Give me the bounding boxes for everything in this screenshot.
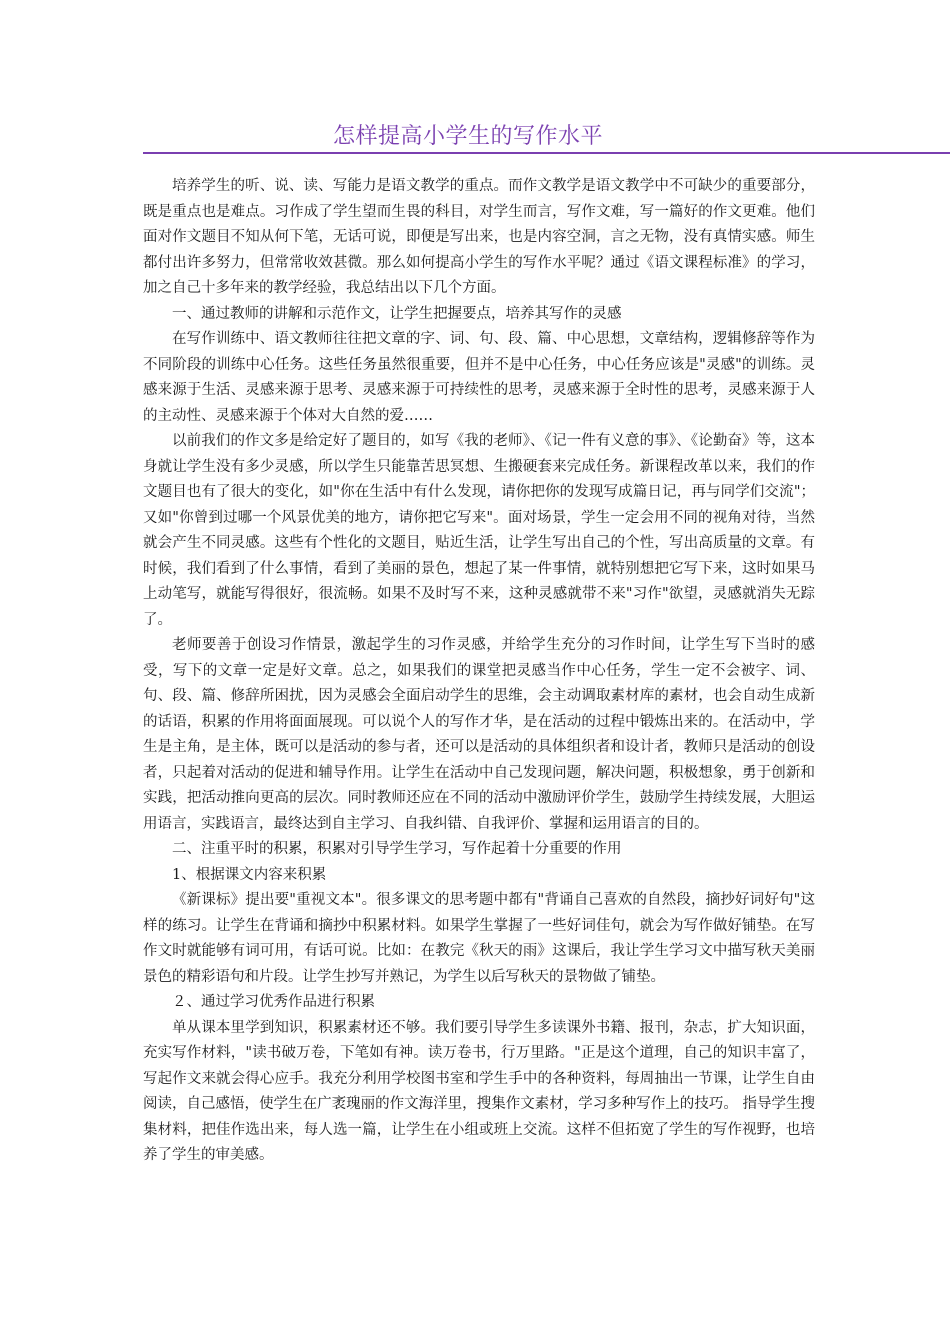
title-rule	[143, 124, 950, 154]
document-body	[143, 174, 815, 1169]
section-heading-1: 一、通过教师的讲解和示范作文，让学生把握要点，培养其写作的灵感	[172, 305, 622, 322]
paragraph: 在写作训练中、语文教师往往把文章的字、词、句、段、篇、中心思想，文章结构，逻辑修辞等作为不同阶段的训练中心任务。这些任务虽然很重要，但并不是中心任务，中心任务应该是"灵感"的训练。灵感来源于生活、灵感来源于思考、灵感来源于可持续性的思考，灵感来源于全时性的思考，灵感来源于人的主动性、灵感来源于个体对大自然的爱……	[143, 331, 815, 424]
subsection-heading-1: 1、根据课文内容来积累	[172, 866, 327, 883]
paragraph-intro: 培养学生的听、说、读、写能力是语文教学的重点。而作文教学是语文教学中不可缺少的重要部分，既是重点也是难点。习作成了学生望而生畏的科目，对学生而言，写作文难，写一篇好的作文更难。他们面对作文题目不知从何下笔，无话可说，即便是写出来，也是内容空洞，言之无物，没有真情实感。师生都付出许多努力，但常常收效甚微。那么如何提高小学生的写作水平呢？通过《语文课程标准》的学习，加之自己十多年来的教学经验，我总结出以下几个方面。	[143, 178, 815, 296]
paragraph: 以前我们的作文多是给定好了题目的，如写《我的老师》、《记一件有义意的事》、《论勤奋》等，这本身就让学生没有多少灵感，所以学生只能靠苦思冥想、生搬硬套来完成任务。新课程改革以来，我们的作文题目也有了很大的变化，如"你在生活中有什么发现，请你把你的发现写成篇日记，再与同学们交流"；又如"你曾到过哪一个风景优美的地方，请你把它写来"。面对场景，学生一定会用不同的视角对待，当然就会产生不同灵感。这些有个性化的文题目，贴近生活，让学生写出自己的个性，写出高质量的文章。有时候，我们看到了什么事情，看到了美丽的景色，想起了某一件事情，就特别想把它写下来，这时如果马上动笔写，就能写得很好，很流畅。如果不及时写不来，这种灵感就带不来"习作"欲望，灵感就消失无踪了。	[143, 433, 815, 628]
section-heading-2: 二、注重平时的积累，积累对引导学生学习，写作起着十分重要的作用	[172, 841, 622, 857]
paragraph: 《新课标》提出要"重视文本"。很多课文的思考题中都有"背诵自己喜欢的自然段，摘抄好词好句"这样的练习。让学生在背诵和摘抄中积累材料。如果学生掌握了一些好词佳句，就会为写作做好铺垫。在写作文时就能够有词可用，有话可说。比如：在教完《秋天的雨》这课后，我让学生学习文中描写秋天美丽景色的精彩语句和片段。让学生抄写并熟记，为学生以后写秋天的景物做了铺垫。	[143, 892, 815, 985]
paragraph: 单从课本里学到知识，积累素材还不够。我们要引导学生多读课外书籍、报刊，杂志，扩大知识面，充实写作材料，"读书破万卷，下笔如有神。读万卷书，行万里路。"正是这个道理，自己的知识丰富了，写起作文来就会得心应手。我充分利用学校图书室和学生手中的各种资料，每周抽出一节课，让学生自由阅读，自己感悟，使学生在广袤瑰丽的作文海洋里，搜集作文素材，学习多种写作上的技巧。 指导学生搜集材料，把佳作选出来，每人选一篇，让学生在小组或班上交流。这样不但拓宽了学生的写作视野，也培养了学生的审美感。	[143, 1019, 815, 1163]
paragraph: 老师要善于创设习作情景，激起学生的习作灵感，并给学生充分的习作时间，让学生写下当时的感受，写下的文章一定是好文章。总之，如果我们的课堂把灵感当作中心任务，学生一定不会被字、词、句、段、篇、修辞所困扰，因为灵感会全面启动学生的思维，会主动调取素材库的素材，也会自动生成新的话语，积累的作用将面面展现。可以说个人的写作才华，是在活动的过程中锻炼出来的。在活动中，学生是主角，是主体，既可以是活动的参与者，还可以是活动的具体组织者和设计者，教师只是活动的创设者，只起着对活动的促进和辅导作用。让学生在活动中自己发现问题，解决问题，积极想象，勇于创新和实践，把活动推向更高的层次。同时教师还应在不同的活动中激励评价学生，鼓励学生持续发展，大胆运用语言，实践语言，最终达到自主学习、自我纠错、自我评价、掌握和运用语言的目的。	[143, 637, 815, 832]
subsection-heading-2: ２、通过学习优秀作品进行积累	[172, 994, 375, 1010]
document-title: 怎样提高小学生的写作水平	[333, 124, 604, 149]
